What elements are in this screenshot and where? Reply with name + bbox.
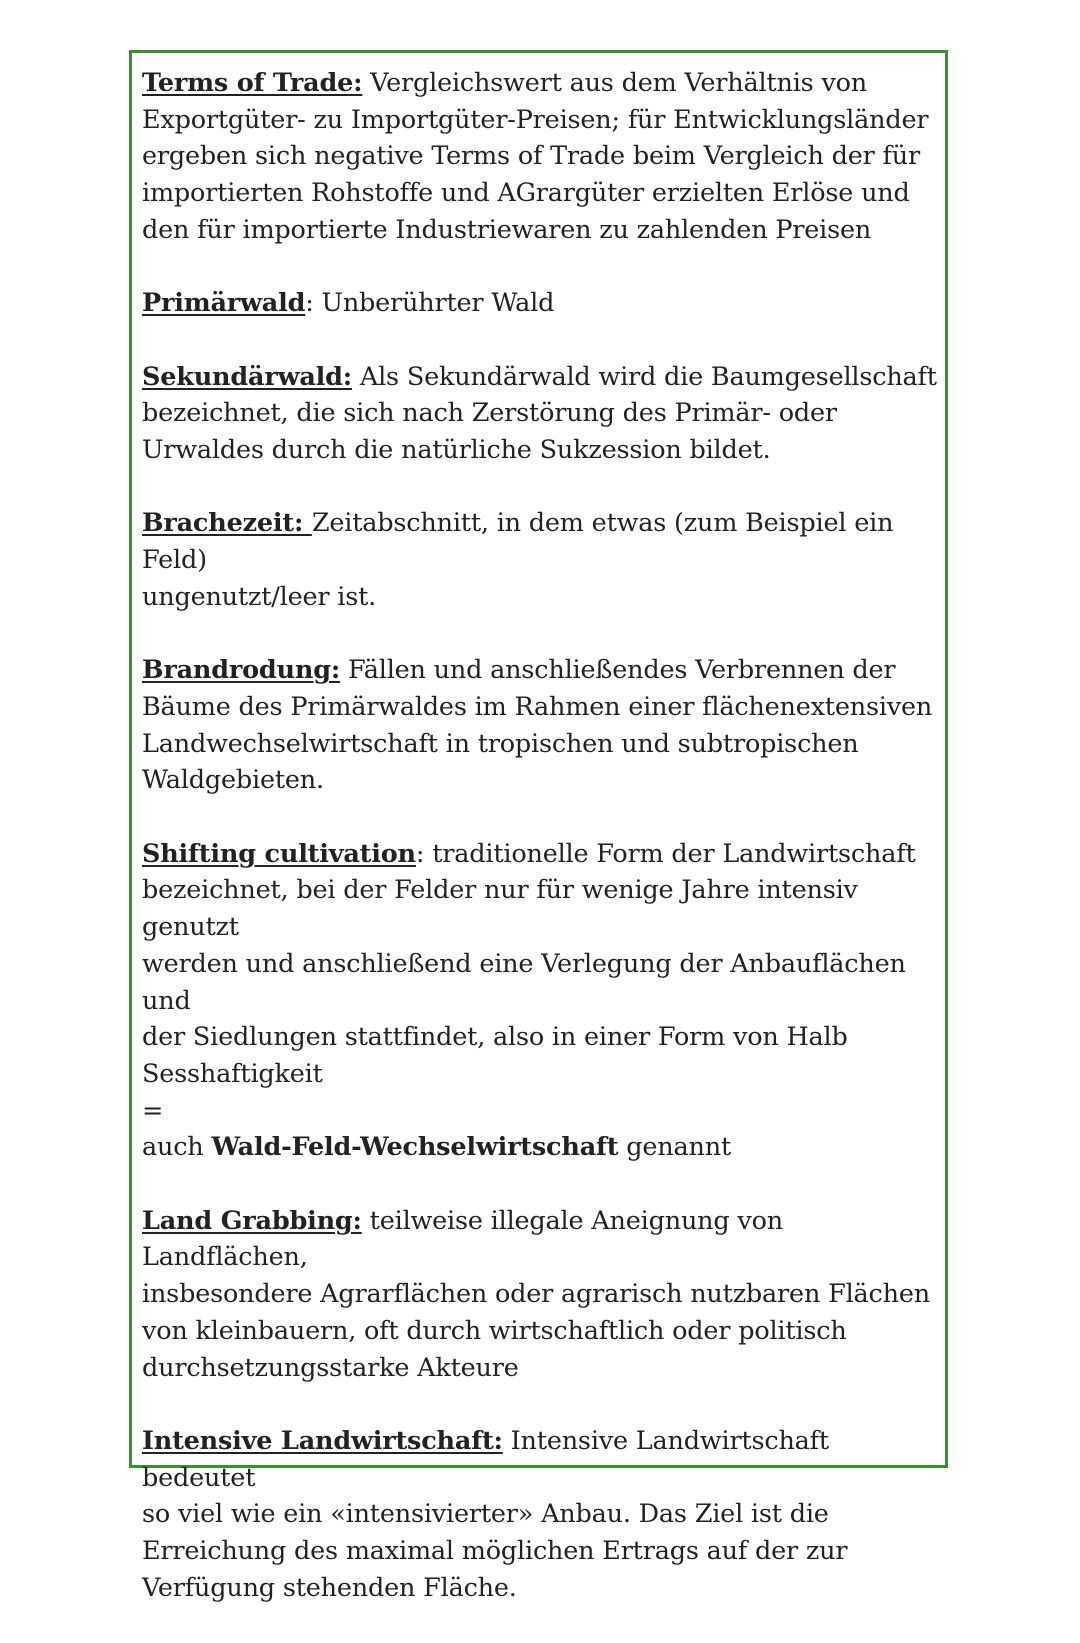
glossary-frame [129,50,948,1603]
entry-shifting-cultivation [142,836,942,1166]
term-land-grabbing: Land Grabbing: [142,1205,362,1236]
term-brandrodung: Brandrodung: [142,655,341,686]
term-shifting-cultivation: Shifting cultivation [142,838,416,869]
term-sekundaerwald: Sekundärwald: [142,361,352,392]
entry-brandrodung [142,652,942,799]
suffix-shifting-cultivation: genannt [618,1132,732,1163]
term-terms-of-trade: Terms of Trade: [142,68,363,98]
definition-land-grabbing: teilweise illegale Aneignung von Landflächen, insbesondere Agrarflächen oder agrarisch nutzbaren Flächen von kleinbauern, oft durch wirtschaftlich oder politisch durchsetzungsstarke Akteure [142,1205,930,1383]
definition-terms-of-trade: Vergleichswert aus dem Verhältnis von Exportgüter- zu Importgüter-Preisen; für Entwicklungsländer ergeben sich negative Terms of Trade beim Vergleich der für importierten Rohstoffe und AGrargüter erzielten Erlöse und den für importierte Industriewaren zu zahlenden Preisen [142,68,929,245]
definition-shifting-cultivation: : traditionelle Form der Landwirtschaft bezeichnet, bei der Felder nur für wenige Jahre intensiv genutzt werden und anschließend eine Verlegung der Anbauflächen und der Siedlungen stattfindet, also in einer Form von Halb Sesshaftigkeit = auch [142,838,916,1163]
entry-terms-of-trade [142,65,942,249]
term-intensive-landwirtschaft: Intensive Landwirtschaft: [142,1425,503,1456]
entry-sekundaerwald [142,359,942,469]
definition-brachezeit: Zeitabschnitt, in dem etwas (zum Beispiel ein Feld) ungenutzt/leer ist. [142,508,894,612]
definition-intensive-landwirtschaft: Intensive Landwirtschaft bedeutet so viel wie ein «intensivierter» Anbau. Das Ziel ist die Erreichung des maximal möglichen Ertrags auf der zur Verfügung stehenden Fläche. [142,1425,848,1603]
emphasis-wald-feld-wechselwirtschaft: Wald-Feld-Wechselwirtschaft [211,1132,619,1163]
entry-intensive-landwirtschaft [142,1423,942,1607]
definition-brandrodung: Fällen und anschließendes Verbrennen der Bäume des Primärwaldes im Rahmen einer flächenextensiven Landwechselwirtschaft in tropischen und subtropischen Waldgebieten. [142,655,933,796]
term-brachezeit: Brachezeit: [142,508,312,539]
entry-primaerwald [142,285,942,322]
term-primaerwald: Primärwald [142,288,306,319]
entry-land-grabbing [142,1203,942,1387]
entry-brachezeit [142,505,942,615]
definition-sekundaerwald: Als Sekundärwald wird die Baumgesellschaft bezeichnet, die sich nach Zerstörung des Primär- oder Urwaldes durch die natürliche Sukzession bildet. [142,361,937,465]
definition-primaerwald: : Unberührter Wald [305,288,555,319]
glossary-content [142,65,942,1643]
